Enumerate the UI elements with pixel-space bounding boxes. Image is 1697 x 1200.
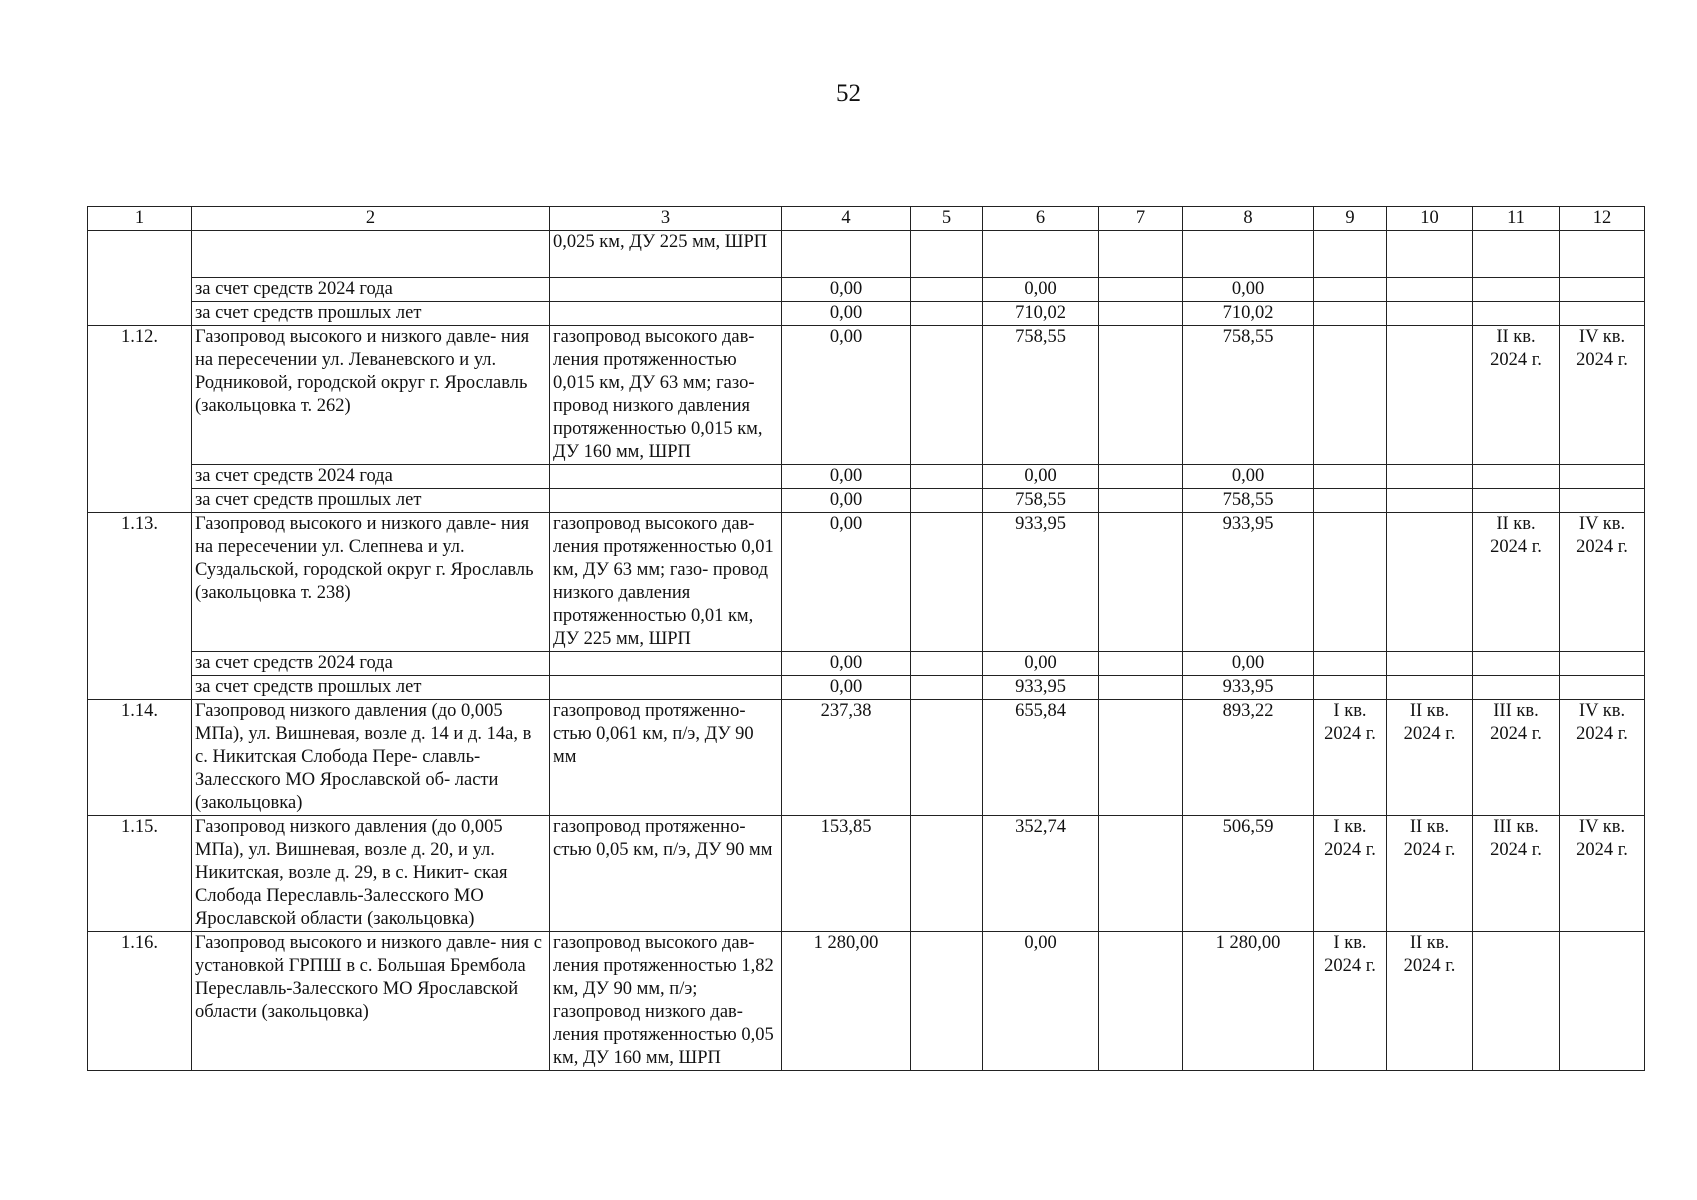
cell-c11: III кв. 2024 г. xyxy=(1473,816,1560,932)
object-description: газопровод высокого дав- ления протяженностью 0,015 км, ДУ 63 мм; газо- провод низкого давления протяженностью 0,015 км, ДУ 160 мм, ШРП xyxy=(550,326,782,465)
cell-c12: IV кв. 2024 г. xyxy=(1560,326,1645,465)
cell-c6: 758,55 xyxy=(983,489,1099,513)
object-description: газопровод высокого дав- ления протяженностью 1,82 км, ДУ 90 мм, п/э; газопровод низкого дав- ления протяженностью 0,05 км, ДУ 160 мм, ШРП xyxy=(550,932,782,1071)
cell-c4: 153,85 xyxy=(782,816,911,932)
cell-c7 xyxy=(1099,513,1183,652)
row-number: 1.12. xyxy=(88,326,192,513)
cell-c11: III кв. 2024 г. xyxy=(1473,700,1560,816)
header-cell: 11 xyxy=(1473,207,1560,231)
row-number: 1.14. xyxy=(88,700,192,816)
cell-c11 xyxy=(1473,932,1560,1071)
funding-row xyxy=(88,676,1645,700)
header-row xyxy=(88,207,1645,231)
cell-c9: I кв. 2024 г. xyxy=(1314,932,1387,1071)
cell-c8: 758,55 xyxy=(1183,326,1314,465)
cell-c4: 0,00 xyxy=(782,302,911,326)
table-row xyxy=(88,231,1645,278)
cell-c7 xyxy=(1099,932,1183,1071)
cell-c5 xyxy=(911,700,983,816)
header-cell: 4 xyxy=(782,207,911,231)
cell-c6: 710,02 xyxy=(983,302,1099,326)
table-row xyxy=(88,326,1645,465)
desc-cell: 0,025 км, ДУ 225 мм, ШРП xyxy=(550,231,782,278)
cell-c10: II кв. 2024 г. xyxy=(1387,932,1473,1071)
cell-c6: 0,00 xyxy=(983,278,1099,302)
investment-table xyxy=(87,206,1645,1071)
object-description: газопровод протяженно- стью 0,05 км, п/э, ДУ 90 мм xyxy=(550,816,782,932)
cell-c8: 0,00 xyxy=(1183,278,1314,302)
object-description: газопровод высокого дав- ления протяженностью 0,01 км, ДУ 63 мм; газо- провод низкого давления протяженностью 0,01 км, ДУ 225 мм, ШРП xyxy=(550,513,782,652)
table-row xyxy=(88,816,1645,932)
cell-c6: 0,00 xyxy=(983,465,1099,489)
cell-c10: II кв. 2024 г. xyxy=(1387,816,1473,932)
cell-c7 xyxy=(1099,816,1183,932)
cell-c4: 0,00 xyxy=(782,465,911,489)
cell-c12: IV кв. 2024 г. xyxy=(1560,816,1645,932)
row-number: 1.13. xyxy=(88,513,192,700)
cell-c12: IV кв. 2024 г. xyxy=(1560,700,1645,816)
cell-c10 xyxy=(1387,513,1473,652)
cell-c8: 893,22 xyxy=(1183,700,1314,816)
cell-c6: 933,95 xyxy=(983,676,1099,700)
funding-row xyxy=(88,652,1645,676)
object-name: Газопровод низкого давления (до 0,005 МПа), ул. Вишневая, возле д. 14 и д. 14а, в с. Никитская Слобода Пере- славль-Залесского МО Ярославской об- ласти (закольцовка) xyxy=(192,700,550,816)
cell-c6: 0,00 xyxy=(983,932,1099,1071)
funding-row xyxy=(88,302,1645,326)
cell-c6: 0,00 xyxy=(983,652,1099,676)
cell-c6: 758,55 xyxy=(983,326,1099,465)
table-row xyxy=(88,932,1645,1071)
cell-c10 xyxy=(1387,326,1473,465)
object-name: Газопровод высокого и низкого давле- ния с установкой ГРПШ в с. Большая Брембола Переславль-Залесского МО Ярославской области (закольцовка) xyxy=(192,932,550,1071)
header-cell: 6 xyxy=(983,207,1099,231)
cell-c4: 0,00 xyxy=(782,513,911,652)
cell-c9: I кв. 2024 г. xyxy=(1314,816,1387,932)
cell-c4: 0,00 xyxy=(782,652,911,676)
cell-c6: 933,95 xyxy=(983,513,1099,652)
cell-c12: IV кв. 2024 г. xyxy=(1560,513,1645,652)
cell-c5 xyxy=(911,326,983,465)
cell-c8: 0,00 xyxy=(1183,465,1314,489)
table-row xyxy=(88,513,1645,652)
object-name: Газопровод высокого и низкого давле- ния на пересечении ул. Слепнева и ул. Суздальской, городской округ г. Ярославль (закольцовка т. 238) xyxy=(192,513,550,652)
page-number: 52 xyxy=(836,80,861,107)
cell-c8: 933,95 xyxy=(1183,676,1314,700)
cell-c9 xyxy=(1314,326,1387,465)
cell-c8: 1 280,00 xyxy=(1183,932,1314,1071)
cell-c4: 0,00 xyxy=(782,489,911,513)
header-cell: 12 xyxy=(1560,207,1645,231)
cell-c4: 0,00 xyxy=(782,676,911,700)
header-cell: 2 xyxy=(192,207,550,231)
cell-c10: II кв. 2024 г. xyxy=(1387,700,1473,816)
funding-label: за счет средств прошлых лет xyxy=(192,676,550,700)
header-cell: 9 xyxy=(1314,207,1387,231)
cell-c7 xyxy=(1099,326,1183,465)
header-cell: 10 xyxy=(1387,207,1473,231)
cell-c7 xyxy=(1099,700,1183,816)
funding-label: за счет средств прошлых лет xyxy=(192,302,550,326)
num-cell xyxy=(88,231,192,326)
cell-c8: 0,00 xyxy=(1183,652,1314,676)
cell-c5 xyxy=(911,932,983,1071)
row-number: 1.15. xyxy=(88,816,192,932)
funding-row xyxy=(88,465,1645,489)
object-name: Газопровод низкого давления (до 0,005 МПа), ул. Вишневая, возле д. 20, и ул. Никитская, возле д. 29, в с. Никит- ская Слобода Переславль-Залесского МО Ярославской области (закольцовка) xyxy=(192,816,550,932)
cell-c8: 506,59 xyxy=(1183,816,1314,932)
funding-label: за счет средств 2024 года xyxy=(192,652,550,676)
cell-c8: 710,02 xyxy=(1183,302,1314,326)
cell-c4: 237,38 xyxy=(782,700,911,816)
header-cell: 3 xyxy=(550,207,782,231)
header-cell: 8 xyxy=(1183,207,1314,231)
cell-c9: I кв. 2024 г. xyxy=(1314,700,1387,816)
table-row xyxy=(88,700,1645,816)
cell-c6: 655,84 xyxy=(983,700,1099,816)
name-cell xyxy=(192,231,550,278)
header-cell: 5 xyxy=(911,207,983,231)
header-cell: 7 xyxy=(1099,207,1183,231)
object-name: Газопровод высокого и низкого давле- ния на пересечении ул. Леваневского и ул. Родниковой, городской округ г. Ярославль (закольцовка т. 262) xyxy=(192,326,550,465)
cell-c5 xyxy=(911,513,983,652)
cell-c9 xyxy=(1314,513,1387,652)
header-cell: 1 xyxy=(88,207,192,231)
cell-c12 xyxy=(1560,932,1645,1071)
object-description: газопровод протяженно- стью 0,061 км, п/э, ДУ 90 мм xyxy=(550,700,782,816)
cell-c4: 1 280,00 xyxy=(782,932,911,1071)
funding-label: за счет средств 2024 года xyxy=(192,465,550,489)
cell-c11: II кв. 2024 г. xyxy=(1473,326,1560,465)
row-number: 1.16. xyxy=(88,932,192,1071)
funding-label: за счет средств 2024 года xyxy=(192,278,550,302)
cell-c8: 933,95 xyxy=(1183,513,1314,652)
funding-label: за счет средств прошлых лет xyxy=(192,489,550,513)
funding-row xyxy=(88,278,1645,302)
cell-c4: 0,00 xyxy=(782,278,911,302)
cell-c11: II кв. 2024 г. xyxy=(1473,513,1560,652)
funding-row xyxy=(88,489,1645,513)
cell-c4: 0,00 xyxy=(782,326,911,465)
cell-c6: 352,74 xyxy=(983,816,1099,932)
cell-c5 xyxy=(911,816,983,932)
cell-c8: 758,55 xyxy=(1183,489,1314,513)
